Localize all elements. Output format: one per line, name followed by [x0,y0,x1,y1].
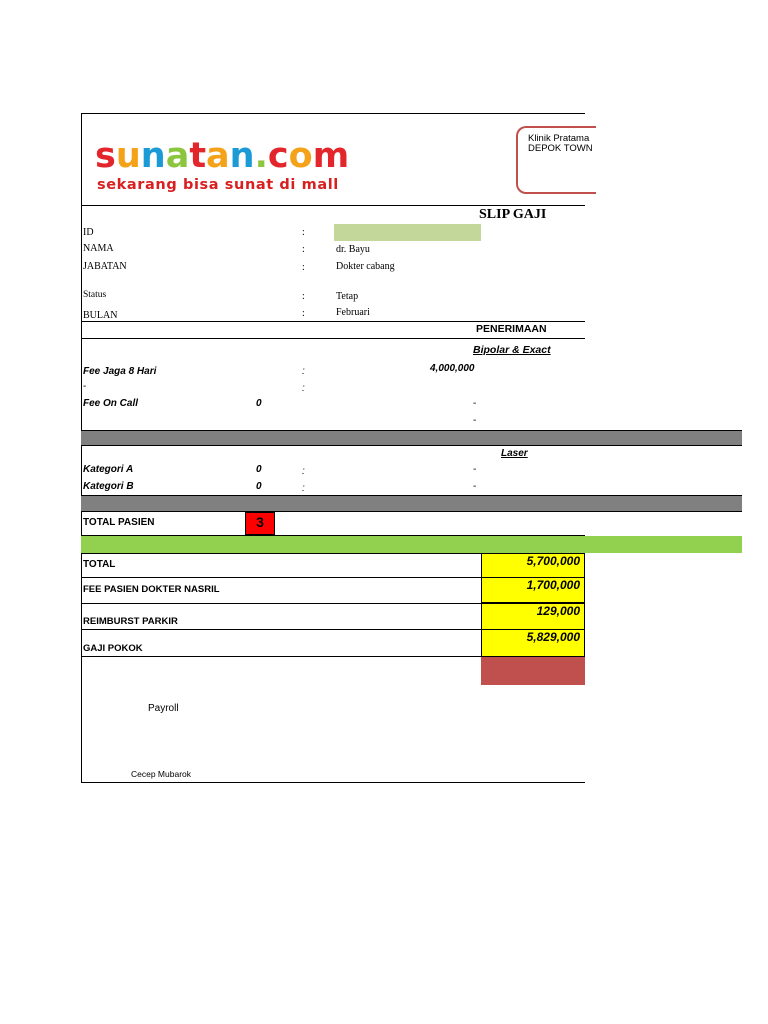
fee-jaga-separator: : [302,366,305,377]
total-pasien-value: 3 [256,514,264,530]
header-divider [81,205,585,206]
fields-divider [81,321,585,322]
kategori-a-value: - [473,464,477,475]
frame-top-border [81,113,585,114]
logo-letter: n [140,136,166,176]
gray-band-1 [81,430,742,446]
nama-separator: : [302,244,305,255]
klinik-location: DEPOK TOWN [528,143,593,154]
logo-letter: a [206,136,230,176]
frame-bottom-border [81,782,585,783]
gray-band-2 [81,495,742,512]
gaji-pokok-value-cell [481,629,585,657]
logo-tagline: sekarang bisa sunat di mall [97,177,339,193]
bulan-label: BULAN [83,310,118,321]
page-title: SLIP GAJI [479,207,547,222]
kategori-b-count: 0 [256,481,262,492]
laser-subheader: Laser [501,448,528,459]
total-pasien-label: TOTAL PASIEN [83,517,155,528]
logo-letter: n [229,136,255,176]
jabatan-label: JABATAN [83,261,127,272]
reimburst-value: 129,000 [536,604,580,618]
kategori-a-count: 0 [256,464,262,475]
dash-separator: : [302,383,305,394]
id-value-cell [334,224,481,241]
logo-letter: o [288,136,313,176]
sunatan-logo [95,136,350,176]
green-band [81,536,742,553]
fee-pasien-value: 1,700,000 [526,578,580,592]
dash-label: - [83,381,87,392]
penerimaan-divider [81,338,585,339]
jabatan-value: Dokter cabang [336,261,395,272]
rose-cell [481,657,585,685]
frame-left-border [81,113,82,783]
klinik-name: Klinik Pratama [528,133,590,144]
fee-oncall-count: 0 [256,398,262,409]
logo-letter: m [312,136,350,176]
status-value: Tetap [336,291,359,302]
total-label: TOTAL [83,559,116,570]
id-separator: : [302,227,305,238]
bipolar-exact-subheader: Bipolar & Exact [473,344,551,356]
fee-oncall-value: - [473,398,477,409]
kategori-a-separator: : [302,466,305,477]
id-label: ID [83,227,94,238]
logo-letter: u [115,136,141,176]
nama-value: dr. Bayu [336,244,370,255]
fee-jaga-label: Fee Jaga 8 Hari [83,366,157,377]
reimburst-value-cell [481,603,585,630]
payroll-label: Payroll [148,703,179,714]
kategori-b-value: - [473,481,477,492]
status-label: Status [83,290,107,300]
signatory-name: Cecep Mubarok [131,769,192,779]
bulan-separator: : [302,308,305,319]
logo-letter: . [254,136,268,176]
status-separator: : [302,291,305,302]
bulan-value: Februari [336,307,370,318]
gaji-pokok-label: GAJI POKOK [83,643,143,654]
extra-dash-value: - [473,415,477,426]
fee-pasien-value-cell [481,577,585,603]
kategori-a-label: Kategori A [83,464,134,475]
kategori-b-label: Kategori B [83,481,134,492]
logo-letter: c [267,136,289,176]
fee-pasien-label: FEE PASIEN DOKTER NASRIL [83,584,220,595]
reimburst-label: REIMBURST PARKIR [83,616,178,627]
total-value-cell [481,553,585,578]
logo-letter: a [165,136,190,176]
gaji-pokok-value: 5,829,000 [526,630,580,644]
logo-letter: s [95,136,116,176]
fee-oncall-label: Fee On Call [83,398,139,409]
fee-jaga-value: 4,000,000 [430,363,475,374]
nama-label: NAMA [83,243,114,254]
logo-letter: t [189,136,207,176]
penerimaan-header: PENERIMAAN [476,323,547,335]
kategori-b-separator: : [302,483,305,494]
jabatan-separator: : [302,262,305,273]
total-value: 5,700,000 [526,554,580,568]
